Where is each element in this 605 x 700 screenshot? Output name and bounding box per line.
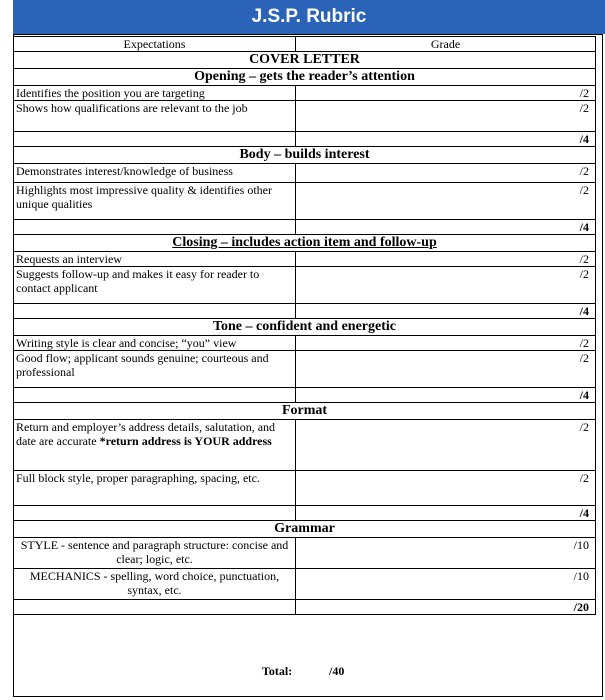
rubric-title: J.S.P. Rubric	[13, 0, 605, 34]
criterion-grade: /2	[296, 86, 596, 101]
table-row	[14, 101, 596, 132]
subtotal-row	[14, 600, 596, 615]
criterion-text: Shows how qualifications are relevant to the job	[14, 101, 296, 132]
section-heading-row	[14, 235, 596, 252]
subtotal-value: /20	[296, 600, 596, 615]
criterion-text: Good flow; applicant sounds genuine; courteous and professional	[14, 351, 296, 388]
criterion-text: Requests an interview	[14, 252, 296, 267]
table-row	[14, 351, 596, 388]
section-heading-row	[14, 521, 596, 538]
subtotal-spacer	[14, 132, 296, 147]
criterion-text: Demonstrates interest/knowledge of business	[14, 164, 296, 183]
subtotal-spacer	[14, 388, 296, 403]
section-heading-format: Format	[14, 403, 596, 420]
table-row	[14, 538, 596, 569]
total-value: /40	[329, 664, 345, 678]
table-row	[14, 569, 596, 600]
table-row	[14, 471, 596, 506]
subtotal-spacer	[14, 220, 296, 235]
table-row	[14, 267, 596, 304]
section-heading-grammar: Grammar	[14, 521, 596, 538]
grade-header: Grade	[296, 37, 596, 52]
subtotal-row	[14, 304, 596, 319]
subtotal-spacer	[14, 600, 296, 615]
section-heading-body: Body – builds interest	[14, 147, 596, 164]
criterion-text: Suggests follow-up and makes it easy for reader to contact applicant	[14, 267, 296, 304]
criterion-text: MECHANICS - spelling, word choice, punctuation, syntax, etc.	[14, 569, 296, 600]
criterion-text: STYLE - sentence and paragraph structure: concise and clear; logic, etc.	[14, 538, 296, 569]
criterion-grade: /2	[296, 164, 596, 183]
section-heading-row	[14, 403, 596, 420]
table-row	[14, 252, 596, 267]
criterion-grade: /2	[296, 101, 596, 132]
criterion-text: Highlights most impressive quality & identifies other unique qualities	[14, 183, 296, 220]
criterion-grade: /2	[296, 252, 596, 267]
criterion-grade: /2	[296, 471, 596, 506]
section-heading-row	[14, 319, 596, 336]
section-heading-closing: Closing – includes action item and follow-up	[14, 235, 596, 252]
total-label: Total:	[262, 664, 293, 678]
section-heading-row	[14, 147, 596, 164]
criterion-grade: /2	[296, 336, 596, 351]
expectations-header: Expectations	[14, 37, 296, 52]
criterion-grade: /10	[296, 569, 596, 600]
criterion-text: Writing style is clear and concise; “you” view	[14, 336, 296, 351]
cover-letter-heading: COVER LETTER	[14, 52, 596, 69]
section-heading-tone: Tone – confident and energetic	[14, 319, 596, 336]
criterion-text: Full block style, proper paragraphing, spacing, etc.	[14, 471, 296, 506]
criterion-text: Identifies the position you are targeting	[14, 86, 296, 101]
subtotal-spacer	[14, 304, 296, 319]
criterion-grade: /2	[296, 420, 596, 471]
table-row	[14, 336, 596, 351]
table-row	[14, 164, 596, 183]
subtotal-value: /4	[296, 506, 596, 521]
section-heading-row	[14, 69, 596, 86]
section-heading-opening: Opening – gets the reader’s attention	[14, 69, 596, 86]
cover-letter-row	[14, 52, 596, 69]
subtotal-spacer	[14, 506, 296, 521]
header-row	[14, 37, 596, 52]
subtotal-row	[14, 132, 596, 147]
table-row	[14, 183, 596, 220]
table-row	[14, 86, 596, 101]
rubric-table	[13, 36, 596, 615]
subtotal-value: /4	[296, 388, 596, 403]
subtotal-row	[14, 220, 596, 235]
criterion-text: Return and employer’s address details, salutation, and date are accurate *return address is YOUR address	[14, 420, 296, 471]
criterion-grade: /2	[296, 183, 596, 220]
criterion-grade: /2	[296, 267, 596, 304]
subtotal-row	[14, 388, 596, 403]
subtotal-value: /4	[296, 220, 596, 235]
subtotal-value: /4	[296, 304, 596, 319]
table-row	[14, 420, 596, 471]
subtotal-value: /4	[296, 132, 596, 147]
criterion-grade: /2	[296, 351, 596, 388]
subtotal-row	[14, 506, 596, 521]
criterion-grade: /10	[296, 538, 596, 569]
